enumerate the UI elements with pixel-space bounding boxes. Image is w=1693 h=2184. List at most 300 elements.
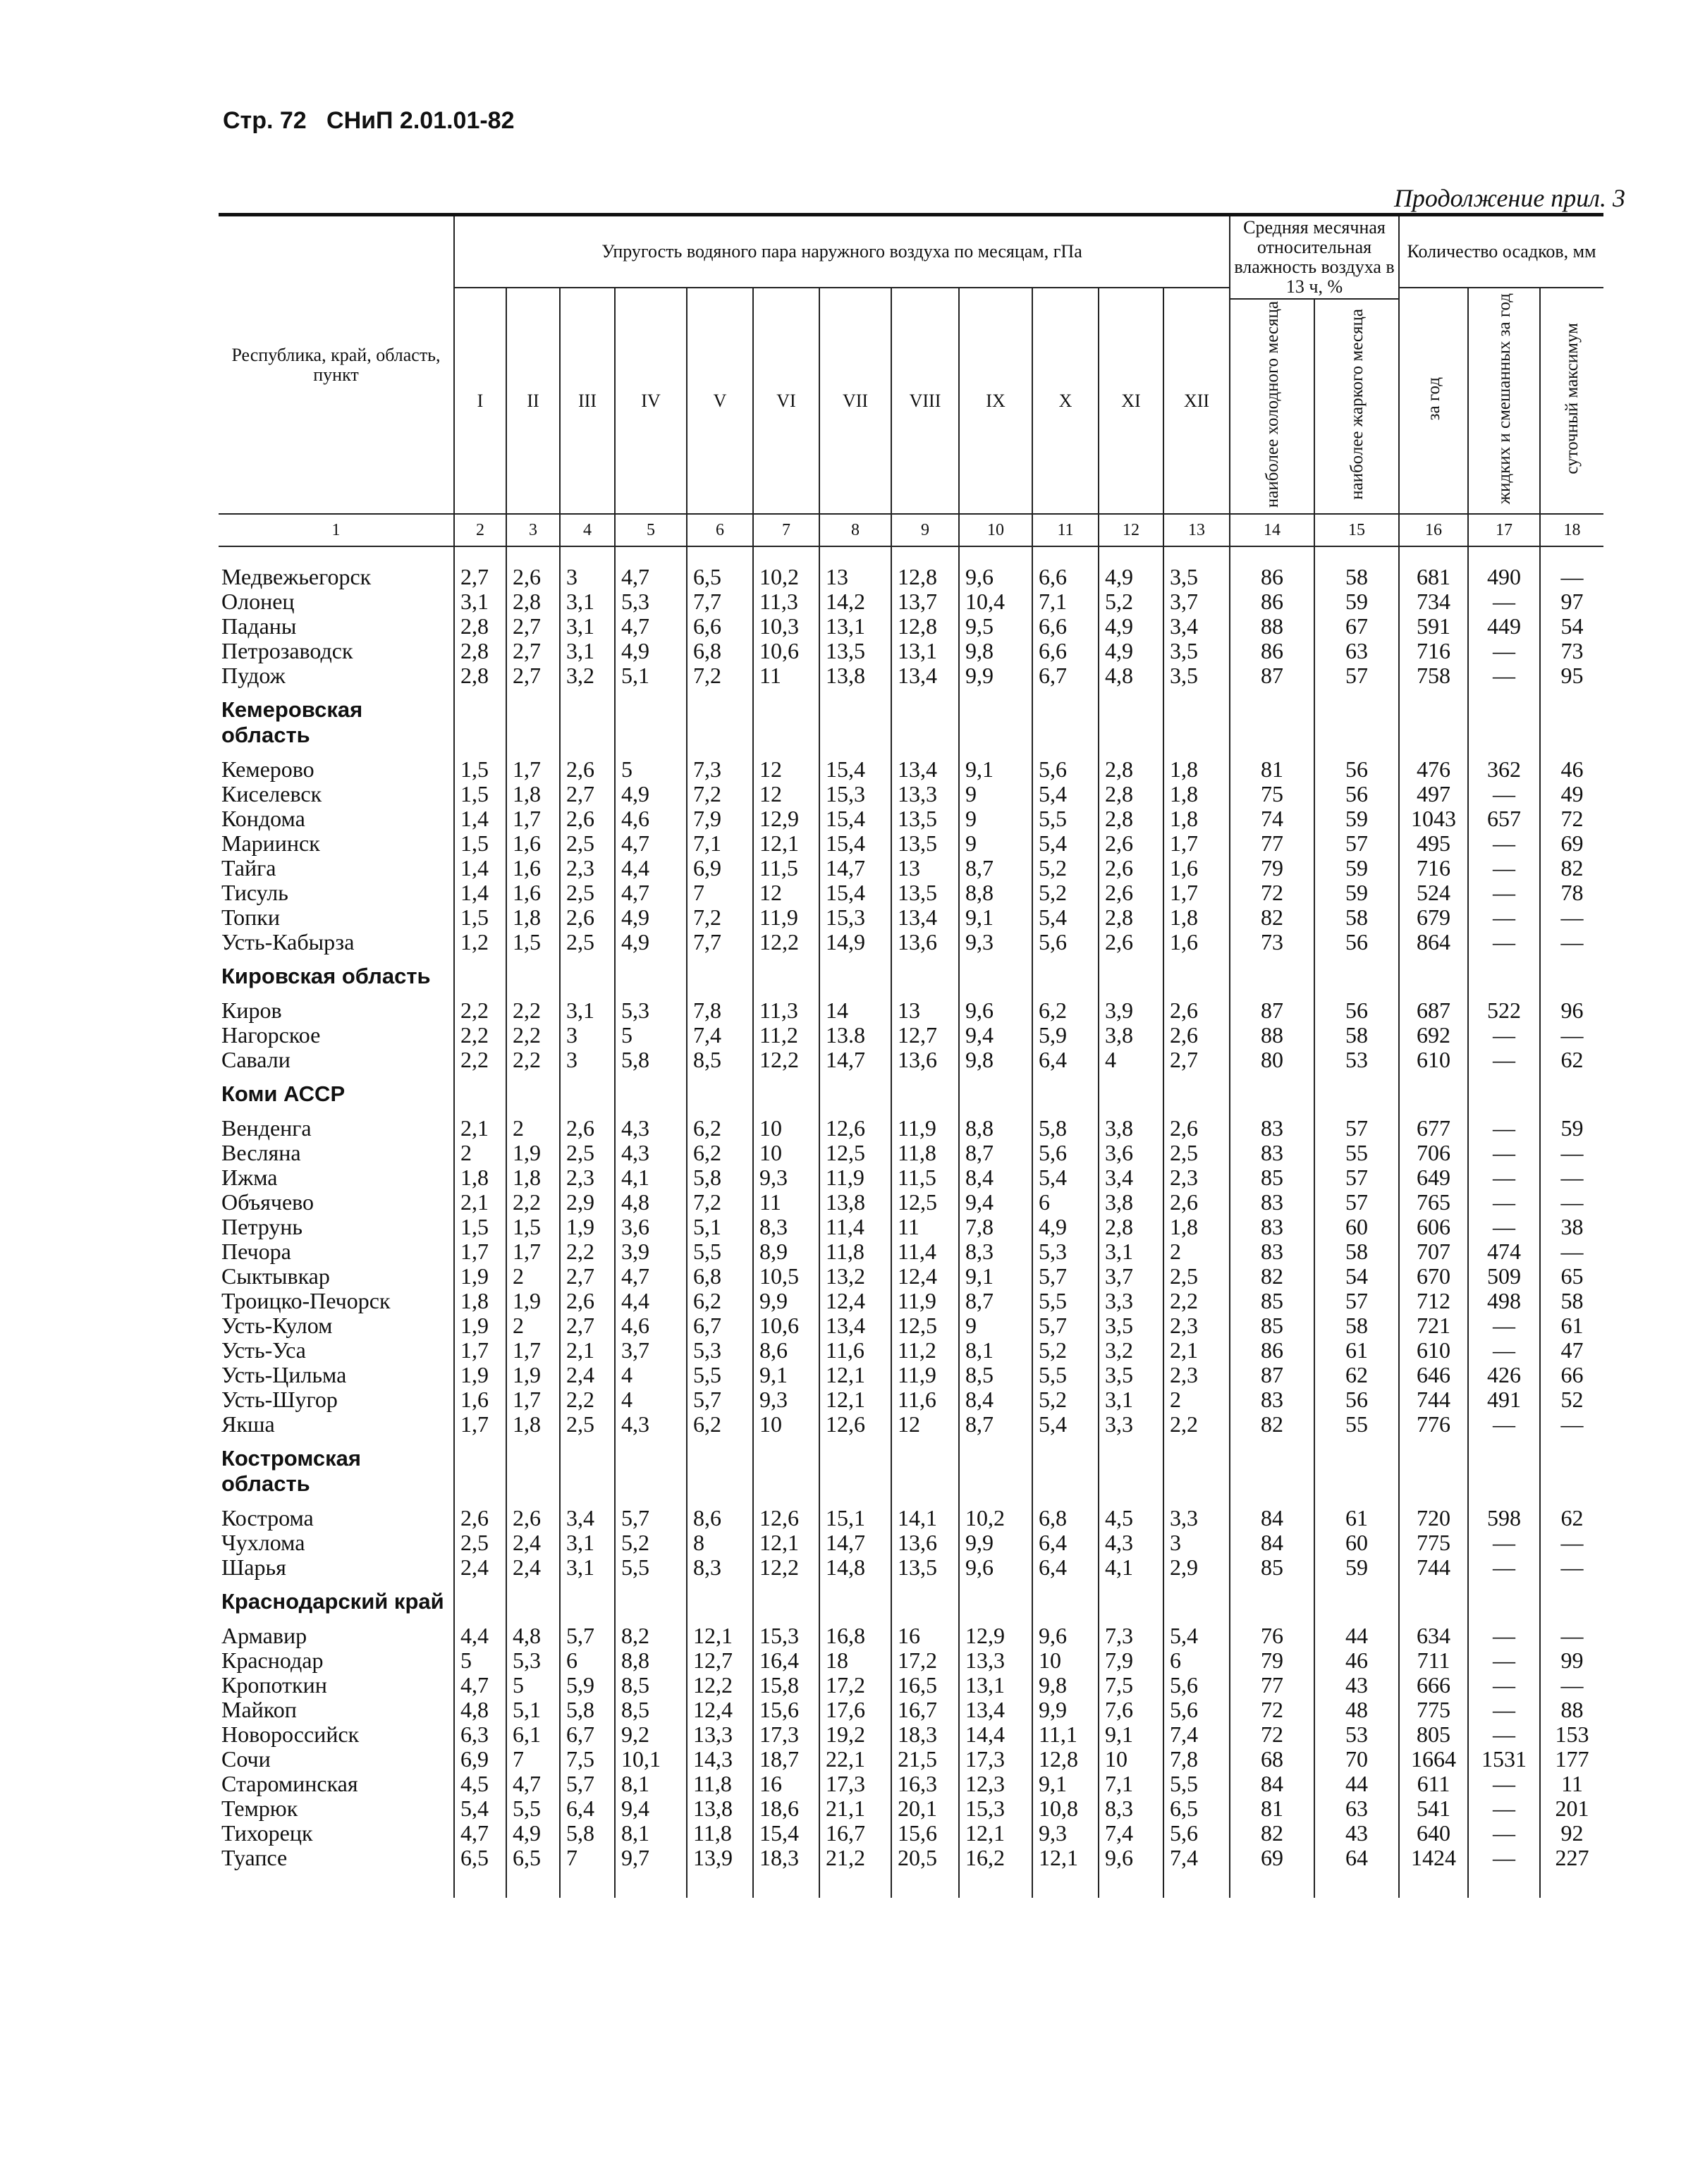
station-name: Туапсе [221,1845,288,1871]
table-cell: 1,4 [454,855,506,880]
table-cell: 8,4 [959,1387,1032,1411]
table-cell: 2,9 [560,1189,615,1214]
table-cell: 8,3 [753,1214,819,1239]
table-cell: 57 [1314,663,1399,687]
table-cell: 177 [1540,1746,1603,1771]
table-cell: 70 [1314,1746,1399,1771]
table-cell: 83 [1230,1140,1314,1165]
table-cell: 9,1 [959,756,1032,781]
table-cell: 7,4 [1163,1845,1230,1870]
table-cell: 86 [1230,564,1314,589]
table-cell: 46 [1314,1648,1399,1672]
table-cell: 12,6 [753,1505,819,1530]
table-cell: 6,2 [687,1140,753,1165]
table-cell: 2,6 [1099,929,1163,954]
table-cell: 10 [753,1115,819,1140]
table-cell: 19,2 [819,1722,891,1746]
table-cell: 11,8 [687,1820,753,1845]
table-cell: 17,2 [819,1672,891,1697]
table-cell: 74 [1230,806,1314,830]
table-cell: 13,1 [819,613,891,638]
table-cell: 15,3 [959,1796,1032,1820]
table-cell: 716 [1399,638,1468,663]
table-cell: 744 [1399,1554,1468,1579]
table-cell: 76 [1230,1623,1314,1648]
table-cell: 11,8 [687,1771,753,1796]
table-cell: 81 [1230,756,1314,781]
table-cell: 1,8 [1163,1214,1230,1239]
table-cell: 17,3 [959,1746,1032,1771]
table-cell: 9,9 [959,1530,1032,1554]
table-cell: 53 [1314,1722,1399,1746]
table-cell: 6,9 [687,855,753,880]
table-cell: — [1468,904,1540,929]
table-cell: 2,5 [454,1530,506,1554]
precipitation-header: Количество осадков, мм [1399,215,1603,288]
table-cell: 476 [1399,756,1468,781]
table-cell: 13,7 [891,589,959,613]
table-cell: 1,8 [1163,756,1230,781]
table-cell: 7,4 [687,1022,753,1047]
table-cell: 3 [560,1022,615,1047]
column-number: 4 [560,514,615,546]
table-cell: 1,6 [506,880,560,904]
table-cell: 72 [1230,1722,1314,1746]
table-cell: 46 [1540,756,1603,781]
table-row [219,1530,1603,1554]
table-cell: 7,1 [687,830,753,855]
table-cell: 5,7 [1032,1263,1099,1288]
table-cell: 18,3 [753,1845,819,1870]
table-cell: 55 [1314,1140,1399,1165]
table-cell: 1,4 [454,806,506,830]
table-cell: 1,6 [506,830,560,855]
table-cell: 2 [1163,1239,1230,1263]
table-cell: 6,6 [1032,564,1099,589]
table-cell: — [1468,663,1540,687]
table-cell: 6,4 [1032,1554,1099,1579]
table-cell: 7,2 [687,781,753,806]
table-cell: 9,6 [959,1554,1032,1579]
table-cell: 3,1 [454,589,506,613]
table-cell: 2,6 [506,564,560,589]
table-cell: 12,5 [891,1313,959,1337]
table-cell: 2,9 [1163,1554,1230,1579]
table-cell: 14,4 [959,1722,1032,1746]
table-cell: 9,9 [753,1288,819,1313]
table-cell: 8,4 [959,1165,1032,1189]
table-cell: 9,6 [1032,1623,1099,1648]
table-cell: 5 [615,1022,687,1047]
table-cell: 670 [1399,1263,1468,1288]
table-cell: 10,3 [753,613,819,638]
table-cell: 5,5 [1032,806,1099,830]
table-cell: 87 [1230,663,1314,687]
table-row [219,589,1603,613]
table-cell: 13,2 [819,1263,891,1288]
table-cell: 4,7 [615,880,687,904]
table-cell: 12,1 [819,1362,891,1387]
station-name: Медвежьегорск [221,564,372,590]
table-cell: 54 [1314,1263,1399,1288]
table-cell: 1,6 [454,1387,506,1411]
table-cell: 10,5 [753,1263,819,1288]
table-cell: 11,3 [753,998,819,1022]
table-cell: 84 [1230,1530,1314,1554]
table-cell: 2 [454,1140,506,1165]
table-cell: 6,4 [1032,1047,1099,1072]
station-name: Темрюк [221,1796,298,1822]
table-cell: 2,8 [1099,806,1163,830]
column-number: 13 [1163,514,1230,546]
table-row [219,880,1603,904]
table-cell: 6,6 [1032,638,1099,663]
table-row [219,929,1603,954]
table-cell: 5,5 [1032,1288,1099,1313]
table-cell: 20,1 [891,1796,959,1820]
table-cell: 9,8 [959,638,1032,663]
table-cell: 5,4 [1032,1165,1099,1189]
table-cell: 2,7 [454,564,506,589]
table-cell: 84 [1230,1771,1314,1796]
table-cell: 1,9 [506,1288,560,1313]
table-cell: 5,8 [1032,1115,1099,1140]
table-cell: 6,2 [687,1288,753,1313]
table-cell: — [1468,1411,1540,1436]
table-cell: 9 [959,830,1032,855]
table-cell: 1,7 [506,1337,560,1362]
table-cell: 1,8 [506,1165,560,1189]
table-cell: 9 [959,806,1032,830]
table-cell: — [1540,1140,1603,1165]
table-cell: 47 [1540,1337,1603,1362]
table-cell: — [1468,1697,1540,1722]
table-row [219,1411,1603,1436]
table-cell: — [1540,1672,1603,1697]
table-cell: 62 [1314,1362,1399,1387]
table-cell: — [1468,1214,1540,1239]
table-cell: 63 [1314,1796,1399,1820]
table-cell: 2,7 [560,1313,615,1337]
table-cell: 13.8 [819,1022,891,1047]
table-cell: 509 [1468,1263,1540,1288]
table-row [219,1820,1603,1845]
table-cell: 2,2 [1163,1288,1230,1313]
table-cell: 3,5 [1163,564,1230,589]
station-name: Якша [221,1411,275,1437]
table-cell: 11,5 [891,1165,959,1189]
table-cell: 3 [1163,1530,1230,1554]
table-row [219,1387,1603,1411]
table-cell: 2,3 [1163,1165,1230,1189]
table-cell: — [1468,781,1540,806]
table-row [219,806,1603,830]
table-cell: 12,8 [891,564,959,589]
table-cell: 84 [1230,1505,1314,1530]
region-group-row [219,1072,1603,1115]
table-cell: 4,6 [615,806,687,830]
table-cell: 8,1 [615,1820,687,1845]
table-cell: 4,7 [454,1820,506,1845]
table-cell: 2,1 [454,1115,506,1140]
table-cell: 83 [1230,1189,1314,1214]
table-cell: 12,1 [753,830,819,855]
region-group-row [219,1436,1603,1505]
table-cell: 9,3 [753,1387,819,1411]
table-cell: 2 [506,1313,560,1337]
humidity-cold-header: наиболее холодного месяца [1230,299,1314,514]
table-row [219,1189,1603,1214]
table-cell: 4,4 [615,1288,687,1313]
table-cell: 1,7 [506,1239,560,1263]
table-cell: 1,7 [506,1387,560,1411]
station-name: Усть-Шугор [221,1387,338,1413]
table-cell: 5,9 [560,1672,615,1697]
table-cell: 2,4 [506,1530,560,1554]
station-name: Усть-Цильма [221,1362,347,1388]
table-cell: 1,8 [1163,781,1230,806]
region-header: Республика, край, область, пункт [219,215,454,515]
table-row [219,1845,1603,1870]
table-cell: 86 [1230,589,1314,613]
table-cell: 72 [1230,1697,1314,1722]
table-cell: 9,1 [753,1362,819,1387]
table-cell: 522 [1468,998,1540,1022]
table-cell: 4,9 [615,638,687,663]
column-number: 10 [959,514,1032,546]
month-header: IX [959,288,1032,514]
table-cell: 7,1 [1032,589,1099,613]
table-cell: 2,5 [560,830,615,855]
table-cell: 11 [1540,1771,1603,1796]
table-cell: 5,2 [1032,1337,1099,1362]
table-cell: 2,7 [560,1263,615,1288]
table-cell: 4,9 [506,1820,560,1845]
table-cell: 10 [1099,1746,1163,1771]
table-cell: 5,1 [615,663,687,687]
table-cell: 9,9 [959,663,1032,687]
table-cell: 14,3 [687,1746,753,1771]
table-cell: 83 [1230,1115,1314,1140]
table-cell: 13,6 [891,1530,959,1554]
table-cell: 5,6 [1163,1820,1230,1845]
table-cell: 65 [1540,1263,1603,1288]
table-cell: 9,4 [959,1022,1032,1047]
table-cell: 8,5 [959,1362,1032,1387]
station-name: Мариинск [221,830,320,857]
table-cell: 12,4 [819,1288,891,1313]
table-cell: 1,6 [1163,929,1230,954]
table-cell: — [1468,638,1540,663]
table-cell: 6,4 [560,1796,615,1820]
table-cell: 12,4 [687,1697,753,1722]
table-cell: 11,4 [891,1239,959,1263]
table-cell: 9,9 [1032,1697,1099,1722]
table-cell: 5,5 [687,1362,753,1387]
table-cell: 5,5 [1032,1362,1099,1387]
table-cell: 12,9 [959,1623,1032,1648]
table-cell: 681 [1399,564,1468,589]
table-cell: 5,7 [1032,1313,1099,1337]
table-cell: — [1468,1845,1540,1870]
table-cell: 6,8 [687,638,753,663]
table-cell: 8,2 [615,1623,687,1648]
table-cell: 66 [1540,1362,1603,1387]
table-cell: 7,4 [1099,1820,1163,1845]
table-cell: 1,8 [506,904,560,929]
table-cell: 3,7 [1163,589,1230,613]
table-cell: 16,4 [753,1648,819,1672]
table-cell: 73 [1540,638,1603,663]
table-cell: 59 [1314,806,1399,830]
table-cell: 2,5 [1163,1263,1230,1288]
table-cell: 2,2 [560,1239,615,1263]
table-row [219,904,1603,929]
region-group-title: Кемеровская область [221,697,363,748]
table-cell: 610 [1399,1337,1468,1362]
table-cell: 5,3 [687,1337,753,1362]
table-row [219,756,1603,781]
table-cell: 666 [1399,1672,1468,1697]
table-cell: 3,6 [615,1214,687,1239]
station-name: Кропоткин [221,1672,327,1698]
table-cell: 3,4 [560,1505,615,1530]
table-cell: 97 [1540,589,1603,613]
table-cell: 2,4 [506,1554,560,1579]
table-cell: 2,3 [560,855,615,880]
table-cell: 227 [1540,1845,1603,1870]
table-cell: 5,4 [1163,1623,1230,1648]
table-cell: — [1468,1820,1540,1845]
table-cell: 2,6 [560,1288,615,1313]
table-row [219,1214,1603,1239]
table-cell: 82 [1230,1820,1314,1845]
table-cell: 201 [1540,1796,1603,1820]
table-cell: — [1468,1530,1540,1554]
month-header: XI [1099,288,1163,514]
table-cell: 1,8 [506,781,560,806]
table-cell: 634 [1399,1623,1468,1648]
table-cell: 83 [1230,1387,1314,1411]
table-cell: 56 [1314,998,1399,1022]
table-cell: 4,9 [1099,564,1163,589]
table-cell: 14,9 [819,929,891,954]
table-cell: 8 [687,1530,753,1554]
table-cell: 7,7 [687,929,753,954]
table-cell: 56 [1314,781,1399,806]
table-cell: — [1468,1047,1540,1072]
table-cell: 3,8 [1099,1022,1163,1047]
table-cell: 13 [891,998,959,1022]
table-cell: 8,7 [959,855,1032,880]
table-cell: 16 [891,1623,959,1648]
table-cell: 11,2 [753,1022,819,1047]
table-cell: — [1468,1313,1540,1337]
table-cell: 4,3 [615,1140,687,1165]
table-cell: 1,4 [454,880,506,904]
table-cell: 1,9 [454,1362,506,1387]
table-cell: 2,8 [1099,1214,1163,1239]
table-cell: 82 [1540,855,1603,880]
column-number: 5 [615,514,687,546]
table-cell: 15,8 [753,1672,819,1697]
continuation-label: Продолжение прил. 3 [1393,184,1625,212]
table-cell: 2,6 [506,1505,560,1530]
table-cell: 3,7 [1099,1263,1163,1288]
table-cell: 13,5 [891,880,959,904]
table-cell: 2,2 [506,1189,560,1214]
table-cell: 4,1 [1099,1554,1163,1579]
table-cell: 7,4 [1163,1722,1230,1746]
table-cell: 9,8 [959,1047,1032,1072]
table-cell: 1,8 [454,1288,506,1313]
table-cell: 1424 [1399,1845,1468,1870]
table-row [219,1140,1603,1165]
station-name: Троицко-Печорск [221,1288,391,1314]
table-cell: 11,5 [753,855,819,880]
table-cell: 1,9 [560,1214,615,1239]
table-cell: 10,4 [959,589,1032,613]
station-name: Армавир [221,1623,307,1649]
table-cell: 1,7 [454,1337,506,1362]
table-cell: 5,4 [1032,1411,1099,1436]
month-header: X [1032,288,1099,514]
table-cell: 6,3 [454,1722,506,1746]
table-cell: 657 [1468,806,1540,830]
table-cell: 54 [1540,613,1603,638]
table-cell: 77 [1230,1672,1314,1697]
table-cell: 1,7 [454,1411,506,1436]
table-cell: 11,1 [1032,1722,1099,1746]
table-cell: 12,1 [1032,1845,1099,1870]
table-cell: 7,9 [687,806,753,830]
table-cell: 11,6 [819,1337,891,1362]
table-cell: 2,7 [506,613,560,638]
table-cell: 720 [1399,1505,1468,1530]
table-cell: 10,2 [753,564,819,589]
table-cell: 1,6 [506,855,560,880]
table-cell: 491 [1468,1387,1540,1411]
table-cell: 12,1 [819,1387,891,1411]
table-cell: 8,9 [753,1239,819,1263]
station-name: Усть-Уса [221,1337,306,1363]
table-cell: 13,4 [891,904,959,929]
table-row [219,1648,1603,1672]
table-cell: 2,2 [560,1387,615,1411]
precip-max-header: суточный максимум [1540,288,1603,514]
table-cell: 2,2 [454,998,506,1022]
table-cell: 10 [753,1140,819,1165]
table-cell: 2,4 [454,1554,506,1579]
table-cell: 56 [1314,929,1399,954]
column-number: 3 [506,514,560,546]
table-cell: 16,5 [891,1672,959,1697]
table-cell: 5,4 [454,1796,506,1820]
month-header: VII [819,288,891,514]
table-cell: 17,2 [891,1648,959,1672]
table-cell: — [1468,1022,1540,1047]
table-cell: 7,2 [687,663,753,687]
table-cell: 5,5 [687,1239,753,1263]
table-cell: 611 [1399,1771,1468,1796]
table-cell: 10,8 [1032,1796,1099,1820]
table-cell: 7,8 [687,998,753,1022]
station-name: Киров [221,998,282,1024]
table-cell: 14,7 [819,855,891,880]
table-cell: 67 [1314,613,1399,638]
table-cell: 4,9 [1099,638,1163,663]
table-cell: 7,6 [1099,1697,1163,1722]
